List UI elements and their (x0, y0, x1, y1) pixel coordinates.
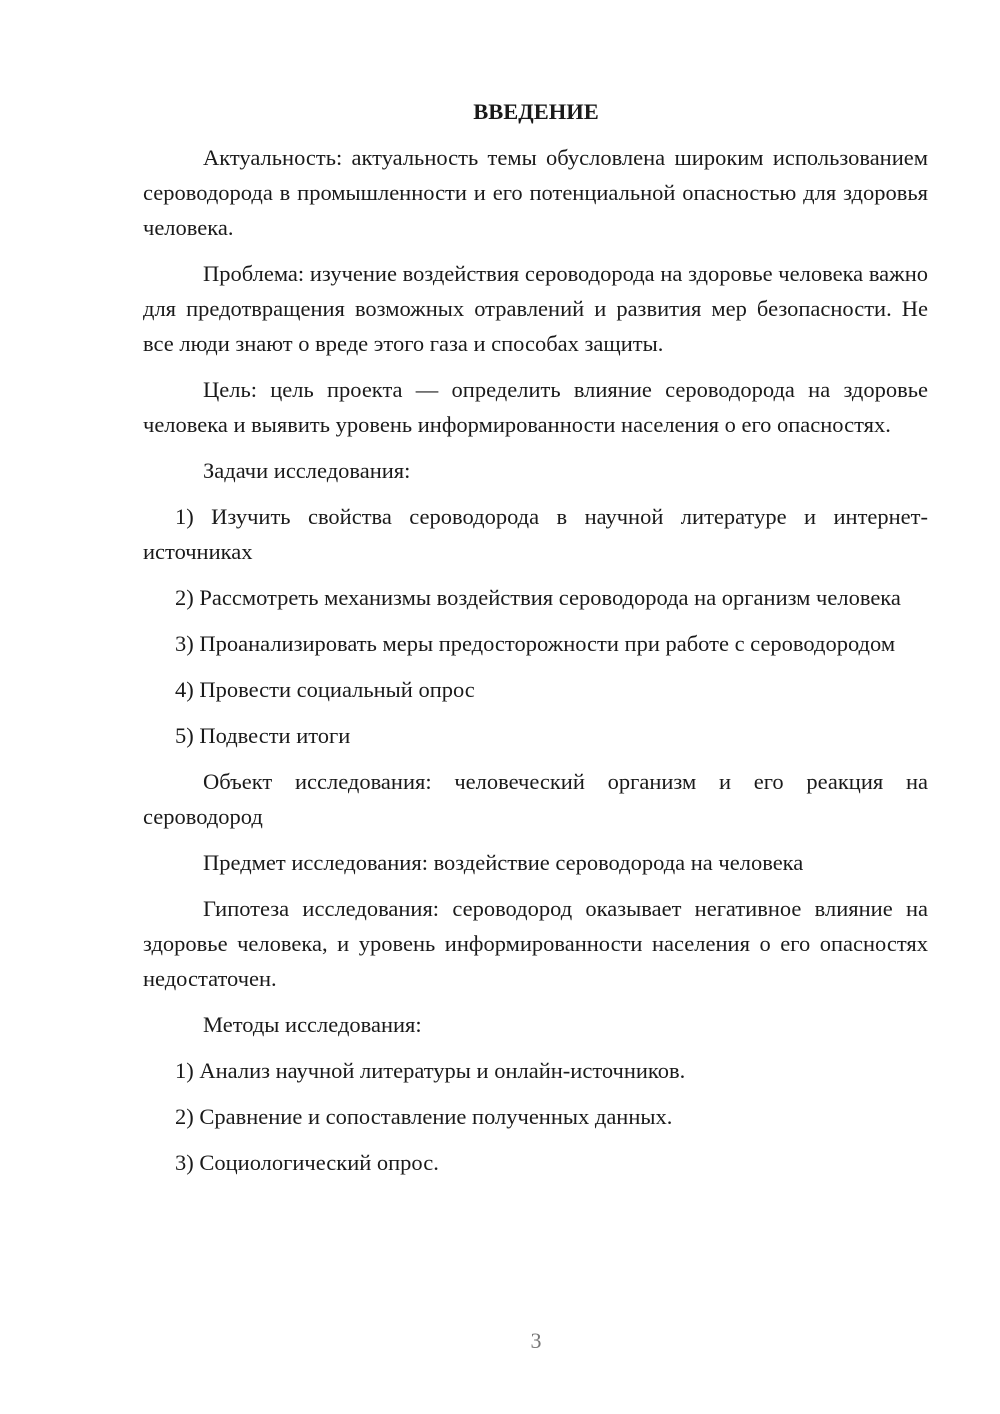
document-page (143, 94, 928, 1191)
methods-list (143, 1053, 928, 1180)
task-item: 3) Проанализировать меры предосторожности при работе с сероводородом (175, 631, 896, 656)
tasks-list (143, 499, 928, 753)
tasks-heading: Задачи исследования: (203, 458, 411, 483)
task-item: 2) Рассмотреть механизмы воздействия сероводорода на организм человека (175, 585, 901, 610)
subject-paragraph: Предмет исследования: воздействие сероводорода на человека (203, 850, 804, 875)
object-paragraph: Объект исследования: человеческий организм и его реакция на сероводород (143, 769, 928, 829)
task-item: 4) Провести социальный опрос (175, 677, 475, 702)
method-item: 2) Сравнение и сопоставление полученных данных. (175, 1104, 673, 1129)
page-title: ВВЕДЕНИЕ (473, 99, 599, 124)
task-item: 1) Изучить свойства сероводорода в научной литературе и интернет-источниках (143, 504, 928, 564)
task-item: 5) Подвести итоги (175, 723, 351, 748)
method-item: 1) Анализ научной литературы и онлайн-источников. (175, 1058, 686, 1083)
actuality-paragraph: Актуальность: актуальность темы обусловлена широким использованием сероводорода в промышленности и его потенциальной опасностью для здоровья человека. (143, 145, 928, 240)
goal-paragraph: Цель: цель проекта — определить влияние сероводорода на здоровье человека и выявить уровень информированности населения о его опасностях. (143, 377, 928, 437)
page-number: 3 (530, 1328, 542, 1353)
hypothesis-paragraph: Гипотеза исследования: сероводород оказывает негативное влияние на здоровье человека, и уровень информированности населения о его опасностях недостаточен. (143, 896, 928, 991)
problem-paragraph: Проблема: изучение воздействия сероводорода на здоровье человека важно для предотвращения возможных отравлений и развития мер безопасности. Не все люди знают о вреде этого газа и способах защиты. (143, 261, 928, 356)
methods-heading: Методы исследования: (203, 1012, 422, 1037)
method-item: 3) Социологический опрос. (175, 1150, 439, 1175)
